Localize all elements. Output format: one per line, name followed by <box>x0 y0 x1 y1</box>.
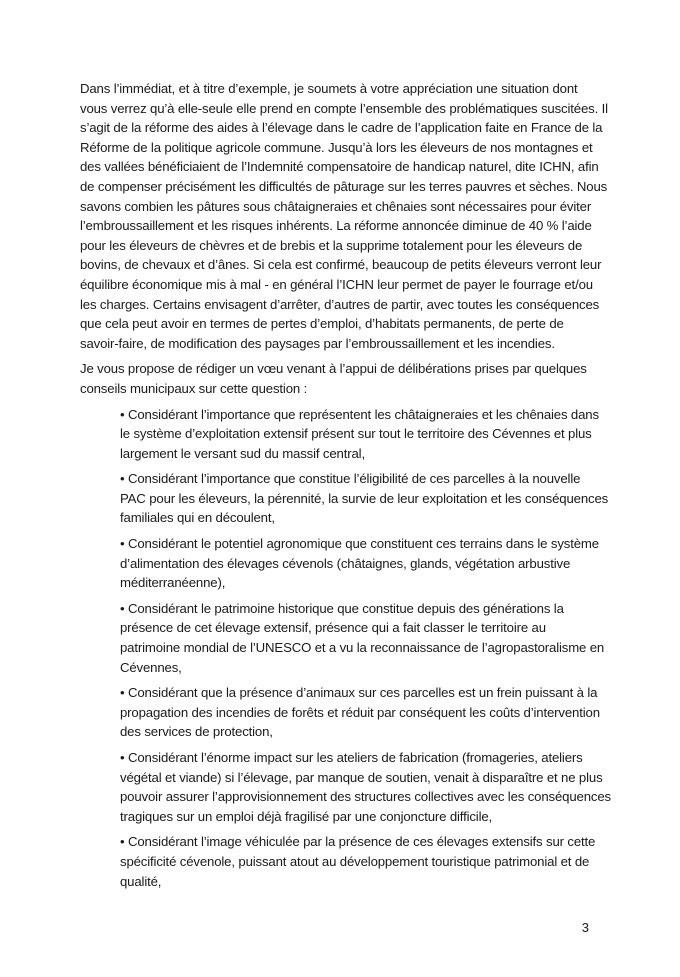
considerant-item <box>120 534 640 593</box>
text-line: tragiques sur un emploi déjà fragilisé par une conjoncture difficile, <box>120 808 493 824</box>
text-line: Je vous propose de rédiger un vœu venant à l’appui de délibérations prises par quelques <box>80 361 587 377</box>
text-line: que cela peut avoir en termes de pertes d’emploi, d’habitats permanents, de perte de <box>80 316 564 332</box>
text-line: le système d’exploitation extensif présent sur tout le territoire des Cévennes et plus <box>120 426 592 442</box>
text-line: méditerranéenne), <box>120 575 226 591</box>
text-line: • Considérant l’importance que constitue l’éligibilité de ces parcelles à la nouvelle <box>120 471 581 487</box>
text-line: végétal et viande) si l’élevage, par manque de soutien, venait à disparaître et ne plus <box>120 769 603 785</box>
text-line: l’embroussaillement et les risques inhérents. La réforme annoncée diminue de 40 % l’aide <box>80 218 592 234</box>
considerant-item <box>120 683 640 742</box>
text-line: Réforme de la politique agricole commune. Jusqu’à lors les éleveurs de nos montagnes et <box>80 139 593 155</box>
text-line: • Considérant que la présence d’animaux sur ces parcelles est un frein puissant à la <box>120 685 598 701</box>
text-line: PAC pour les éleveurs, la pérennité, la survie de leur exploitation et les conséquences <box>120 490 609 506</box>
text-line: Cévennes, <box>120 659 182 675</box>
text-line: spécificité cévenole, puissant atout au développement touristique patrimonial et de <box>120 853 590 869</box>
considerant-item <box>120 469 640 528</box>
text-line: pouvoir assurer l’approvisionnement des structures collectives avec les conséquences <box>120 789 611 805</box>
considerant-item <box>120 599 640 677</box>
text-line: vous verrez qu’à elle-seule elle prend en compte l’ensemble des problématiques suscitées. Il <box>80 100 608 116</box>
text-line: largement le versant sud du massif central, <box>120 445 365 461</box>
text-line: familiales qui en découlent, <box>120 510 275 526</box>
text-line: équilibre économique mis à mal - en général l’ICHN leur permet de payer le fourrage et/ou <box>80 276 593 292</box>
text-line: • Considérant l’image véhiculée par la présence de ces élevages extensifs sur cette <box>120 834 596 850</box>
text-line: Dans l’immédiat, et à titre d’exemple, je soumets à votre appréciation une situation dont <box>80 81 578 96</box>
text-line: présence de cet élevage extensif, présence qui a fait classer le territoire au <box>120 620 546 636</box>
considerant-item <box>120 832 640 891</box>
page-number: 3 <box>581 920 589 936</box>
text-line: de compenser précisément les difficultés de pâturage sur les terres pauvres et sèches. Nous <box>80 178 608 194</box>
text-line: pour les éleveurs de chèvres et de brebis et la supprime totalement pour les éleveurs de <box>80 237 583 253</box>
text-line: d’alimentation des élevages cévenols (châtaignes, glands, végétation arbustive <box>120 555 571 571</box>
text-line: qualité, <box>120 873 162 889</box>
text-line: • Considérant le patrimoine historique que constitue depuis des générations la <box>120 600 564 616</box>
text-line: • Considérant l’énorme impact sur les ateliers de fabrication (fromageries, ateliers <box>120 750 583 765</box>
text-line: • Considérant l’importance que représentent les châtaigneraies et les chênaies dans <box>120 406 599 422</box>
text-line: savons combien les pâtures sous châtaigneraies et chênaies sont nécessaires pour éviter <box>80 198 592 214</box>
text-line: s’agit de la réforme des aides à l’élevage dans le cadre de l’application faite en France de la <box>80 120 603 136</box>
considerant-item <box>120 405 640 464</box>
text-line: patrimoine mondial de l’UNESCO et a vu la reconnaissance de l’agropastoralisme en <box>120 640 605 656</box>
text-line: bovins, de chevaux et d’ânes. Si cela est confirmé, beaucoup de petits éleveurs verront leur <box>80 257 602 273</box>
text-line: des vallées bénéficiaient de l’Indemnité compensatoire de handicap naturel, dite ICHN, afin <box>80 159 599 175</box>
text-line: conseils municipaux sur cette question : <box>80 380 308 396</box>
considerant-item <box>120 748 640 826</box>
text-line: savoir-faire, de modification des paysages par l’embroussaillement et les incendies. <box>80 335 555 351</box>
text-line: propagation des incendies de forêts et réduit par conséquent les coûts d’intervention <box>120 704 600 720</box>
text-line: les charges. Certains envisagent d’arrêter, d’autres de partir, avec toutes les conséquences <box>80 296 600 312</box>
text-line: • Considérant le potentiel agronomique que constituent ces terrains dans le système <box>120 536 599 552</box>
proposal-paragraph <box>80 359 640 398</box>
text-line: des services de protection, <box>120 724 273 740</box>
intro-paragraph <box>80 79 640 353</box>
